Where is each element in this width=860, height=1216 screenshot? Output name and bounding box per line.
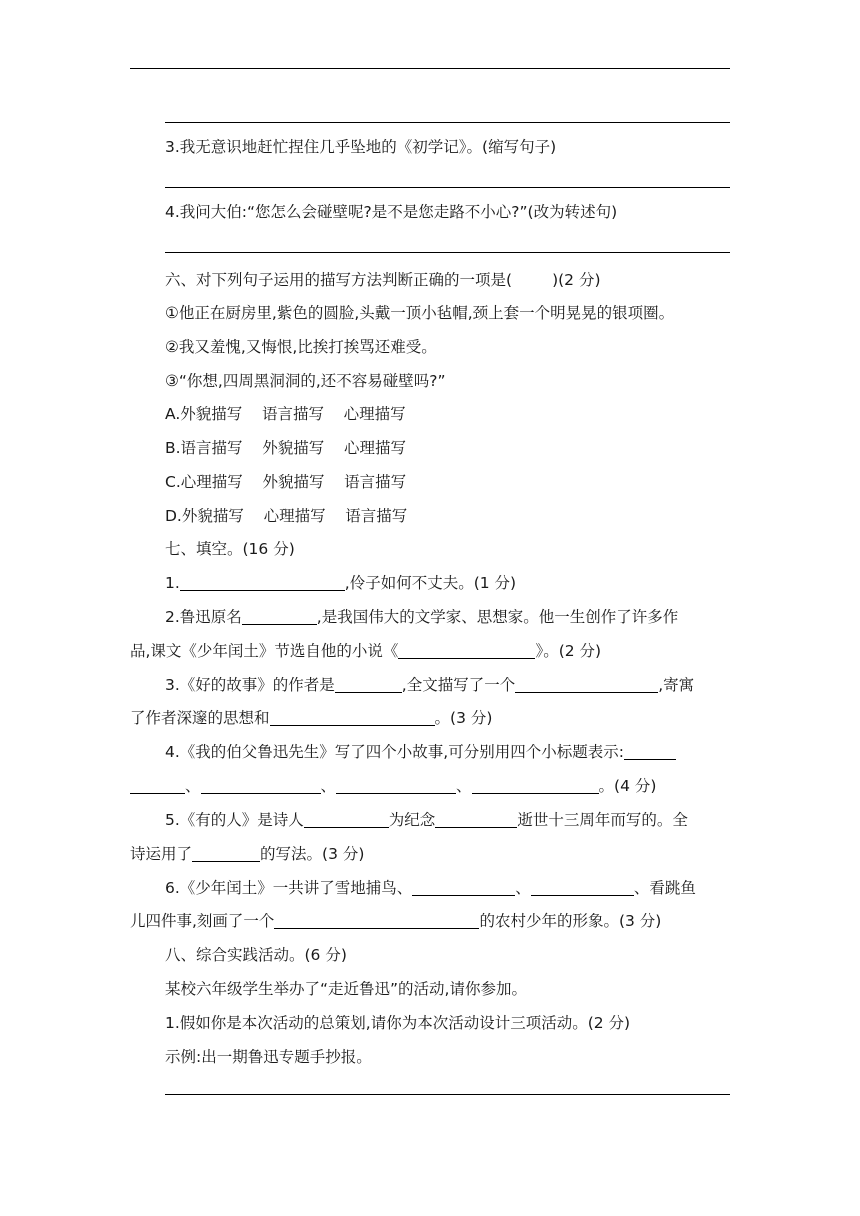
q3-text: ,全文描写了一个: [401, 676, 516, 694]
question-5-3: 3.我无意识地赶忙捏住几乎坠地的《初学记》。(缩写句子): [165, 138, 557, 156]
q4-text: 4.《我的伯父鲁迅先生》写了四个小故事,可分别用四个小标题表示:: [165, 743, 624, 761]
q5-text: 逝世十三周年而写的。全: [517, 811, 688, 829]
option-c: C.心理描写 外貌描写 语言描写: [165, 473, 407, 491]
q4-text: 。(4 分): [598, 777, 657, 795]
separator: 、: [456, 777, 472, 795]
fill-blank[interactable]: [624, 741, 676, 760]
q6-text: 6.《少年闰土》一共讲了雪地捕鸟、: [165, 879, 413, 897]
q2-text: ,是我国伟大的文学家、思想家。他一生创作了许多作: [316, 608, 679, 626]
q1-text: ,伶子如何不丈夫。(1 分): [344, 574, 517, 592]
sentence-3: ③“你想,四周黑洞洞的,还不容易碰壁吗?”: [165, 372, 446, 390]
fill-blank[interactable]: [130, 775, 185, 794]
section-6-title-text: 六、对下列句子运用的描写方法判断正确的一项是(: [165, 271, 513, 289]
question-5-4: 4.我问大伯:“您怎么会碰壁呢?是不是您走路不小心?”(改为转述句): [165, 203, 618, 221]
separator: 、: [185, 777, 201, 795]
fill-question-3-line1: [165, 674, 694, 696]
section-6-title: [165, 269, 601, 291]
fill-blank[interactable]: [531, 877, 634, 896]
fill-question-1: [165, 572, 516, 594]
answer-line: [165, 252, 730, 253]
fill-question-6-line2: [130, 910, 661, 932]
fill-blank[interactable]: [515, 674, 658, 693]
section-7-title: 七、填空。(16 分): [165, 540, 295, 558]
section-8-title: 八、综合实践活动。(6 分): [165, 946, 347, 964]
option-d: D.外貌描写 心理描写 语言描写: [165, 507, 408, 525]
fill-blank[interactable]: [304, 809, 389, 828]
q6-text: 儿四件事,刻画了一个: [130, 912, 275, 930]
q5-text: 为纪念: [388, 811, 436, 829]
separator: 、: [515, 879, 531, 897]
fill-blank[interactable]: [335, 674, 402, 693]
option-a: A.外貌描写 语言描写 心理描写: [165, 405, 406, 423]
fill-blank[interactable]: [472, 775, 599, 794]
fill-blank[interactable]: [398, 640, 535, 659]
q3-text: 了作者深邃的思想和: [130, 709, 270, 727]
fill-question-5-line1: [165, 809, 688, 831]
fill-question-5-line2: [130, 843, 364, 865]
fill-blank[interactable]: [192, 843, 260, 862]
option-b: B.语言描写 外貌描写 心理描写: [165, 439, 406, 457]
separator: 、: [320, 777, 337, 795]
q2-text: 2.鲁迅原名: [165, 608, 242, 626]
q3-text: ,寄寓: [658, 676, 695, 694]
section-8-intro: 某校六年级学生举办了“走近鲁迅”的活动,请你参加。: [165, 980, 527, 998]
q6-text: 的农村少年的形象。(3 分): [479, 912, 662, 930]
fill-blank[interactable]: [435, 809, 517, 828]
q3-text: 3.《好的故事》的作者是: [165, 676, 335, 694]
answer-line: [165, 1094, 730, 1095]
fill-question-4-line2: [130, 775, 656, 797]
header-rule: [130, 68, 730, 69]
q1-label: 1.: [165, 574, 180, 592]
q6-text: 、看跳鱼: [633, 879, 696, 897]
q5-text: 5.《有的人》是诗人: [165, 811, 304, 829]
fill-question-3-line2: [130, 707, 492, 729]
fill-blank[interactable]: [336, 775, 456, 794]
q2-text: 》。(2 分): [535, 642, 602, 660]
section-8-example: 示例:出一期鲁迅专题手抄报。: [165, 1048, 372, 1066]
fill-question-4-line1: [165, 741, 676, 763]
answer-line: [165, 122, 730, 123]
q2-text: 品,课文《少年闰土》节选自他的小说《: [130, 642, 399, 660]
answer-line: [165, 187, 730, 188]
fill-question-6-line1: [165, 877, 696, 899]
fill-question-2-line2: [130, 640, 601, 662]
section-6-score: )(2 分): [552, 271, 601, 289]
fill-blank[interactable]: [270, 707, 435, 726]
sentence-2: ②我又羞愧,又悔恨,比挨打挨骂还难受。: [165, 338, 437, 356]
fill-blank[interactable]: [274, 910, 479, 929]
q5-text: 的写法。(3 分): [260, 845, 365, 863]
fill-blank[interactable]: [242, 606, 317, 625]
sentence-1: ①他正在厨房里,紫色的圆脸,头戴一顶小毡帽,颈上套一个明晃晃的银项圈。: [165, 304, 675, 322]
fill-blank[interactable]: [201, 775, 321, 794]
fill-question-2-line1: [165, 606, 678, 628]
fill-blank[interactable]: [180, 572, 345, 591]
section-8-question-1: 1.假如你是本次活动的总策划,请你为本次活动设计三项活动。(2 分): [165, 1014, 631, 1032]
q3-text: 。(3 分): [434, 709, 493, 727]
fill-blank[interactable]: [412, 877, 515, 896]
q5-text: 诗运用了: [130, 845, 193, 863]
